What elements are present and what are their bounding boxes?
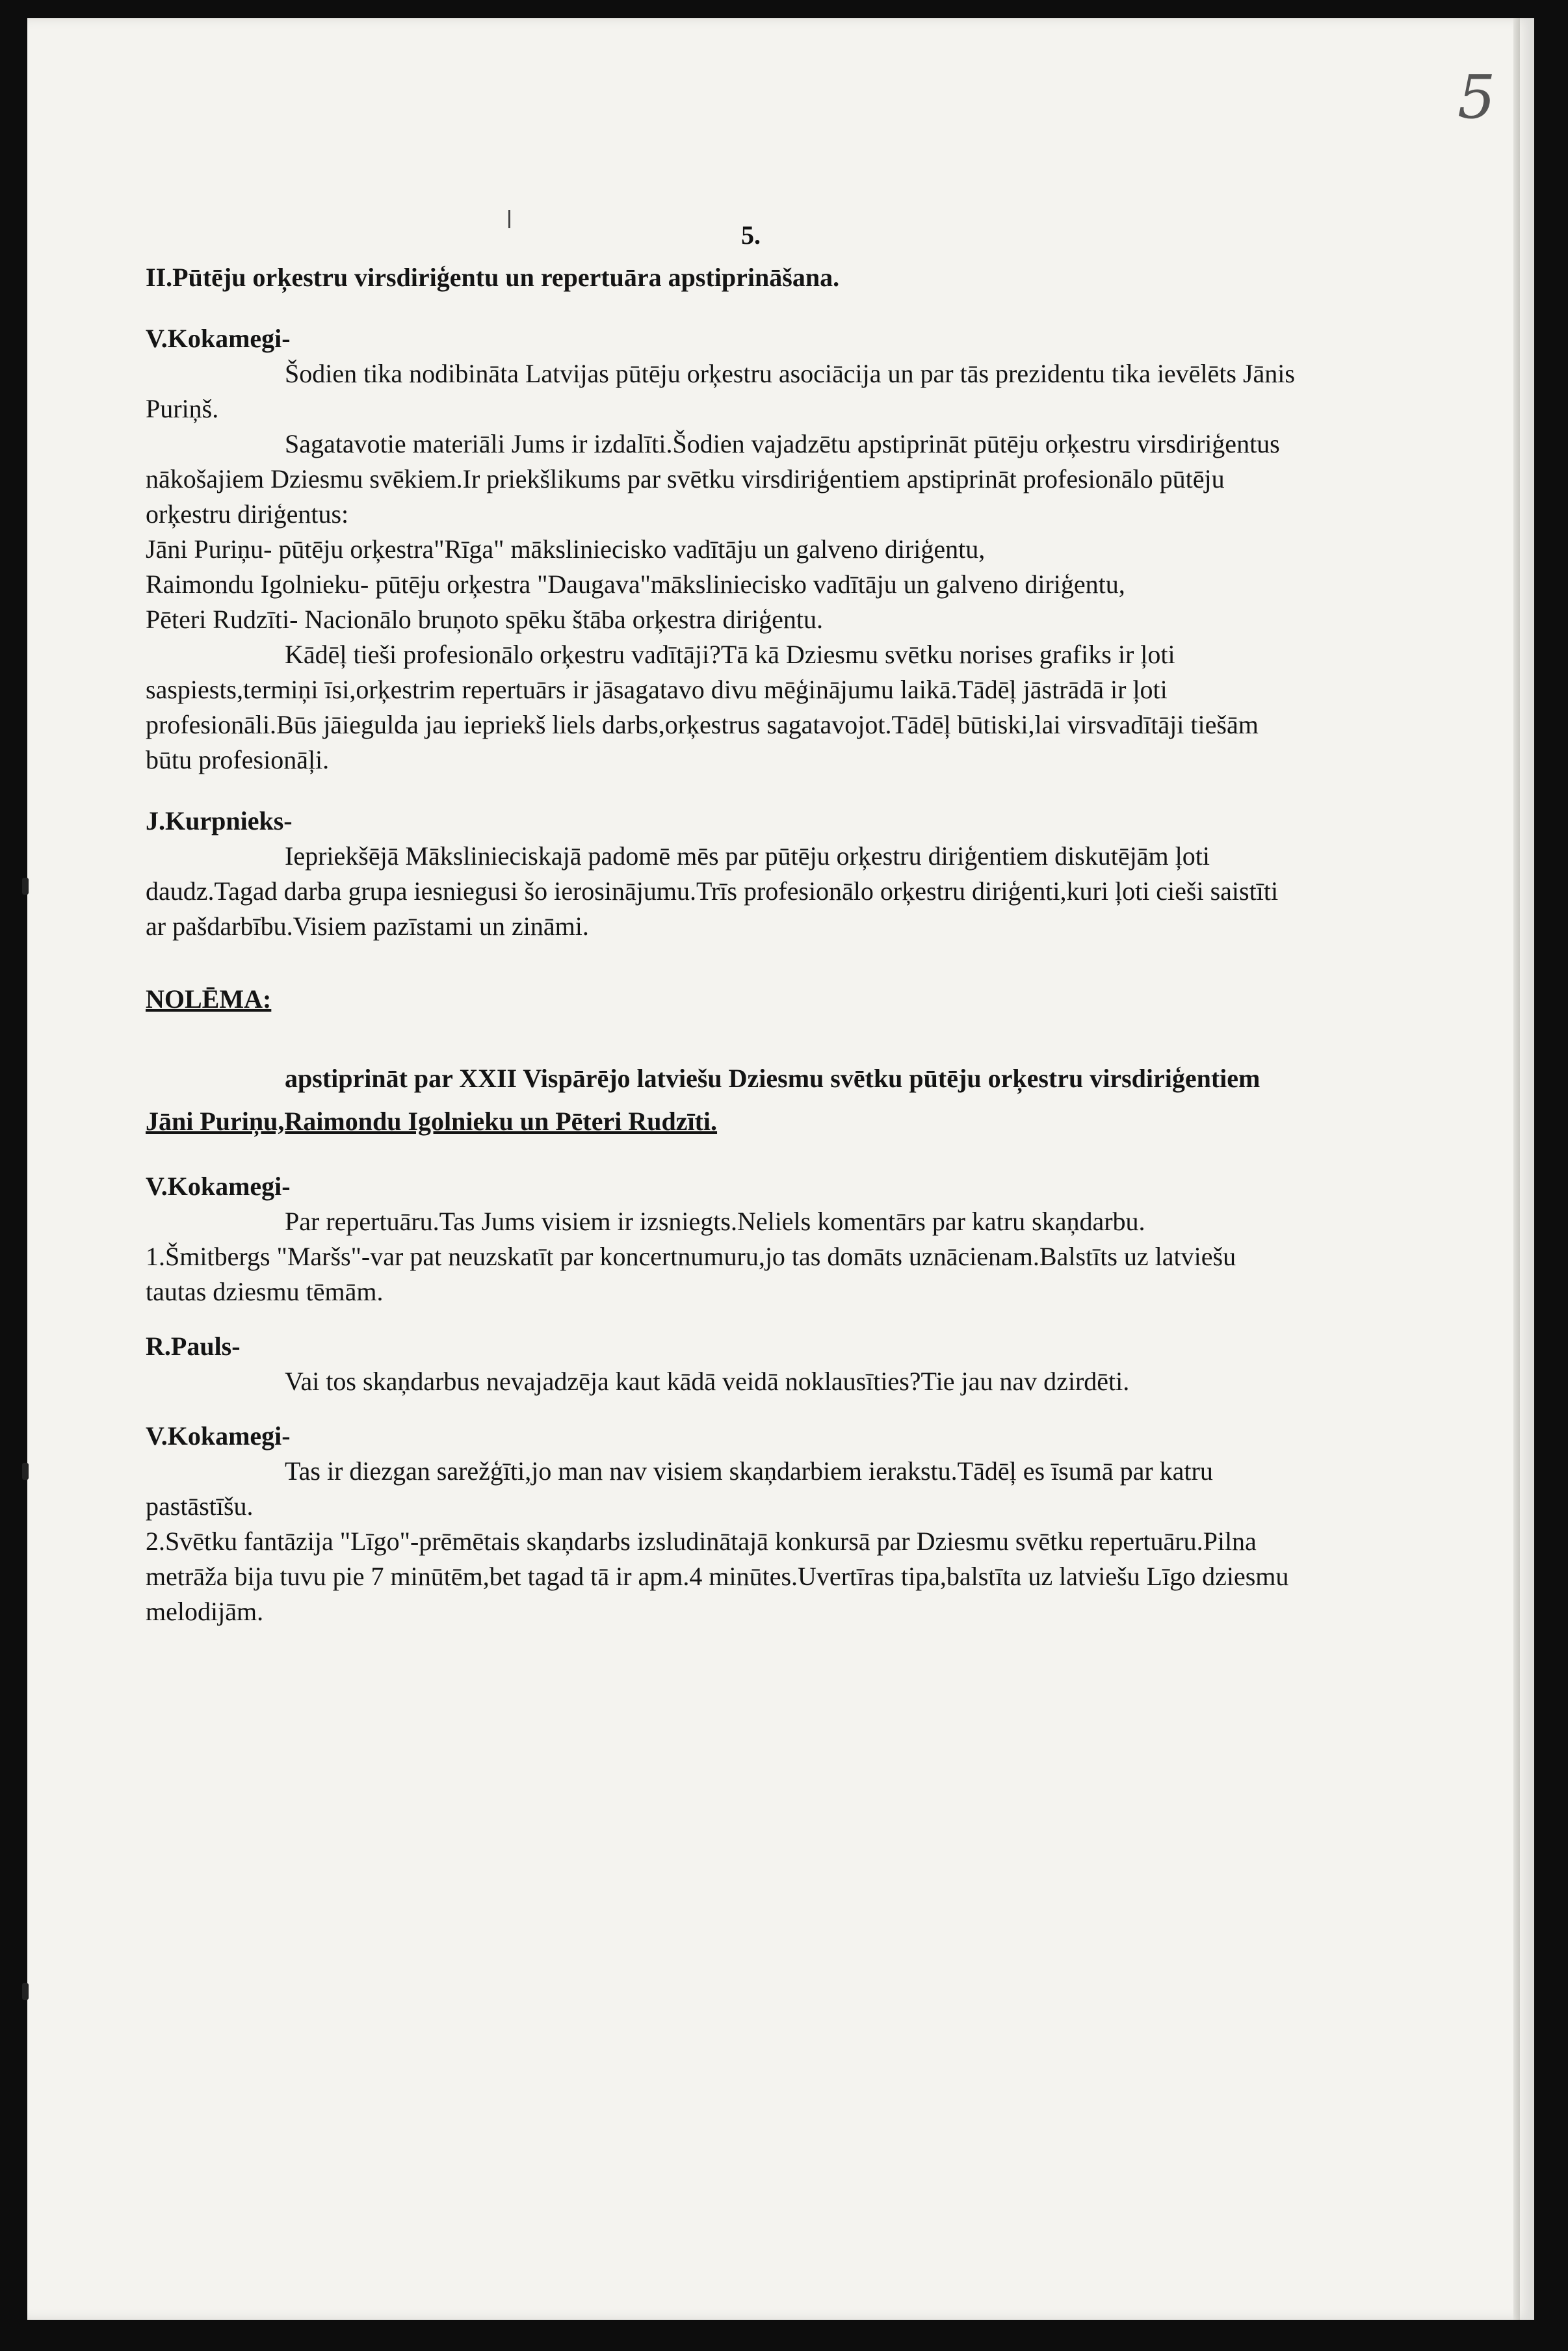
decision-statement: apstiprināt par XXII Vispārējo latviešu Dziesmu svētku pūtēju orķestru virsdiriģentiem [285, 1064, 1261, 1093]
conductor-line: Raimondu Igolnieku- pūtēju orķestra "Daugava"mākslinieciskо vadītāju un galveno diriģentu, [146, 570, 1125, 599]
decision-label: NOLĒMA: [146, 984, 272, 1014]
paragraph: 1.Šmitbergs "Maršs"-var pat neuzskatīt par koncertnumuru,jo tas domāts uznācienam.Balstīts uz latviešu tautas dziesmu tēmām. [146, 1242, 1236, 1306]
page-edge [1513, 18, 1520, 2320]
paragraph: Tas ir diezgan sarežģīti,jo man nav visiem skaņdarbiem ierakstu.Tādēļ es īsumā par katru pastāstīšu. [146, 1456, 1213, 1521]
paragraph: Kādēļ tieši profesionālo orķestru vadītāji?Tā kā Dziesmu svētku norises grafiks ir ļoti saspiests,termiņi īsi,orķestrim repertuārs ir jāsagatavo divu mēģinājumu laikā.Tādēļ jāstrādā ir ļoti profesionāli.Būs jāiegulda jau iepriekš liels darbs,orķestrus sagatavojot.Tādēļ būtiski,lai virsvadītāji tiešām būtu profesionāļi. [146, 640, 1259, 774]
pen-mark [508, 210, 510, 228]
paragraph: Sagatavotie materiāli Jums ir izdalīti.Šodien vajadzētu apstiprināt pūtēju orķestru virsdiriģentus nākošajiem Dziesmu svēkiem.Ir priekšlikums par svētku virsdiriģentiem apstiprināt profesionālo pūtēju orķestru diriģentus: [146, 429, 1280, 529]
decision-names: Jāni Puriņu,Raimondu Igolnieku un Pēteri Rudzīti. [146, 1107, 718, 1136]
binding-hole [22, 1463, 29, 1480]
speaker-name: R.Pauls- [146, 1332, 241, 1361]
speaker-name: V.Kokamegi- [146, 324, 291, 353]
binding-hole [22, 1983, 29, 2000]
document-body [146, 260, 1303, 1629]
binding-hole [22, 878, 29, 895]
handwritten-page-number: 5 [1457, 62, 1496, 132]
paragraph: Iepriekšējā Mākslinieciskajā padomē mēs par pūtēju orķestru diriģentiem diskutējām ļoti daudz.Tagad darba grupa iesniegusi šo ierosinājumu.Trīs profesionālo orķestru diriģenti,kuri ļoti cieši saistīti ar pašdarbību.Visiem pazīstami un zināmi. [146, 841, 1279, 941]
decision-text [146, 1057, 1303, 1143]
paragraph: Par repertuāru.Tas Jums visiem ir izsniegts.Neliels komentārs par katru skaņdarbu. [285, 1207, 1145, 1236]
paragraph: Vai tos skaņdarbus nevajadzēja kaut kādā veidā noklausīties?Tie jau nav dzirdēti. [285, 1367, 1130, 1396]
speaker-name: J.Kurpnieks- [146, 806, 293, 835]
speaker-name: V.Kokamegi- [146, 1421, 291, 1451]
paragraph: 2.Svētku fantāzija "Līgo"-prēmētais skaņdarbs izsludinātajā konkursā par Dziesmu svētku repertuāru.Pilna metrāža bija tuvu pie 7 minūtēm,bet tagad tā ir apm.4 minūtes.Uvertīras tipa,balstīta uz latviešu Līgo dziesmu melodijām. [146, 1527, 1289, 1626]
page-number: 5. [741, 220, 761, 250]
paragraph: Šodien tika nodibināta Latvijas pūtēju orķestru asociācija un par tās prezidentu tika ievēlēts Jānis Puriņš. [146, 359, 1295, 423]
conductor-line: Jāni Puriņu- pūtēju orķestra"Rīga" mākslinieciskо vadītāju un galveno diriģentu, [146, 534, 986, 564]
conductor-line: Pēteri Rudzīti- Nacionālo bruņoto spēku štāba orķestra diriģentu. [146, 605, 823, 634]
speaker-name: V.Kokamegi- [146, 1172, 291, 1201]
section-heading: II.Pūtēju orķestru virsdiriģentu un repertuāra apstiprināšana. [146, 263, 840, 292]
